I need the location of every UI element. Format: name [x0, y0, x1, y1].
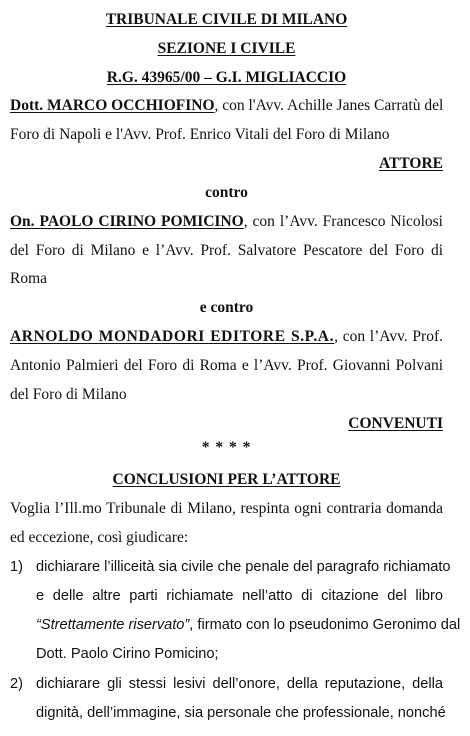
attore-counsel-1: , con l'Avv. Achille Janes Carratù del	[214, 97, 444, 114]
item-1-line-3-rest: , firmato con lo pseudonimo Geronimo dal	[189, 617, 461, 633]
convenuto2-counsel-1: , con l’Avv. Prof.	[334, 328, 443, 345]
attore-counsel-2: Foro di Napoli e l'Avv. Prof. Enrico Vitali del Foro di Milano	[10, 126, 390, 143]
convenuto2-name: ARNOLDO MONDADORI EDITORE S.P.A.	[10, 328, 335, 345]
contro-label: contro	[205, 184, 248, 201]
case-reference: R.G. 43965/00 – G.I. MIGLIACCIO	[106, 69, 347, 86]
item-2-line-1: dichiarare gli stessi lesivi dell’onore, della reputazione, della	[36, 676, 443, 692]
convenuto2-line-1	[10, 327, 443, 347]
convenuto1-counsel-2: del Foro di Milano e l’Avv. Prof. Salvatore Pescatore del Foro di	[10, 242, 443, 259]
separator-asterisks: * * * *	[201, 439, 252, 456]
convenuto1-name: On. PAOLO CIRINO POMICINO	[10, 213, 244, 230]
attore-name: Dott. MARCO OCCHIOFINO	[10, 97, 215, 114]
convenuto2-counsel-3: del Foro di Milano	[10, 386, 127, 403]
convenuto1-line-1	[10, 212, 443, 232]
conclusioni-heading: CONCLUSIONI PER L’ATTORE	[112, 471, 341, 488]
e-contro-label: e contro	[199, 299, 254, 316]
court-title: TRIBUNALE CIVILE DI MILANO	[105, 11, 348, 28]
item-1-line-2: e delle altre parti richiamate nell’atto di citazione del libro	[36, 588, 443, 604]
book-title: “Strettamente riservato”	[36, 617, 190, 633]
item-1-line-4: Dott. Paolo Cirino Pomicino;	[36, 646, 219, 662]
item-1-line-1: dichiarare l’illiceità sia civile che penale del paragrafo richiamato	[36, 559, 451, 575]
convenuto1-counsel-3: Roma	[10, 270, 48, 287]
item-2-line-2: dignità, dell’immagine, sia personale che professionale, nonché	[36, 705, 446, 721]
convenuto2-counsel-2: Antonio Palmieri del Foro di Roma e l’Avv. Prof. Giovanni Polvani	[10, 357, 443, 374]
conclusioni-intro-1: Voglia l’Ill.mo Tribunale di Milano, respinta ogni contraria domanda	[10, 500, 443, 517]
item-number: 1)	[10, 559, 23, 575]
convenuto1-counsel-1: , con l’Avv. Francesco Nicolosi	[243, 213, 443, 230]
item-1-line-3	[36, 615, 461, 635]
section-title: SEZIONE I CIVILE	[157, 40, 296, 57]
convenuti-role: CONVENUTI	[348, 415, 443, 432]
item-number: 2)	[10, 676, 23, 692]
attore-line-1	[10, 96, 443, 116]
conclusioni-intro-2: ed eccezione, così giudicare:	[10, 529, 189, 546]
attore-role: ATTORE	[378, 155, 443, 172]
